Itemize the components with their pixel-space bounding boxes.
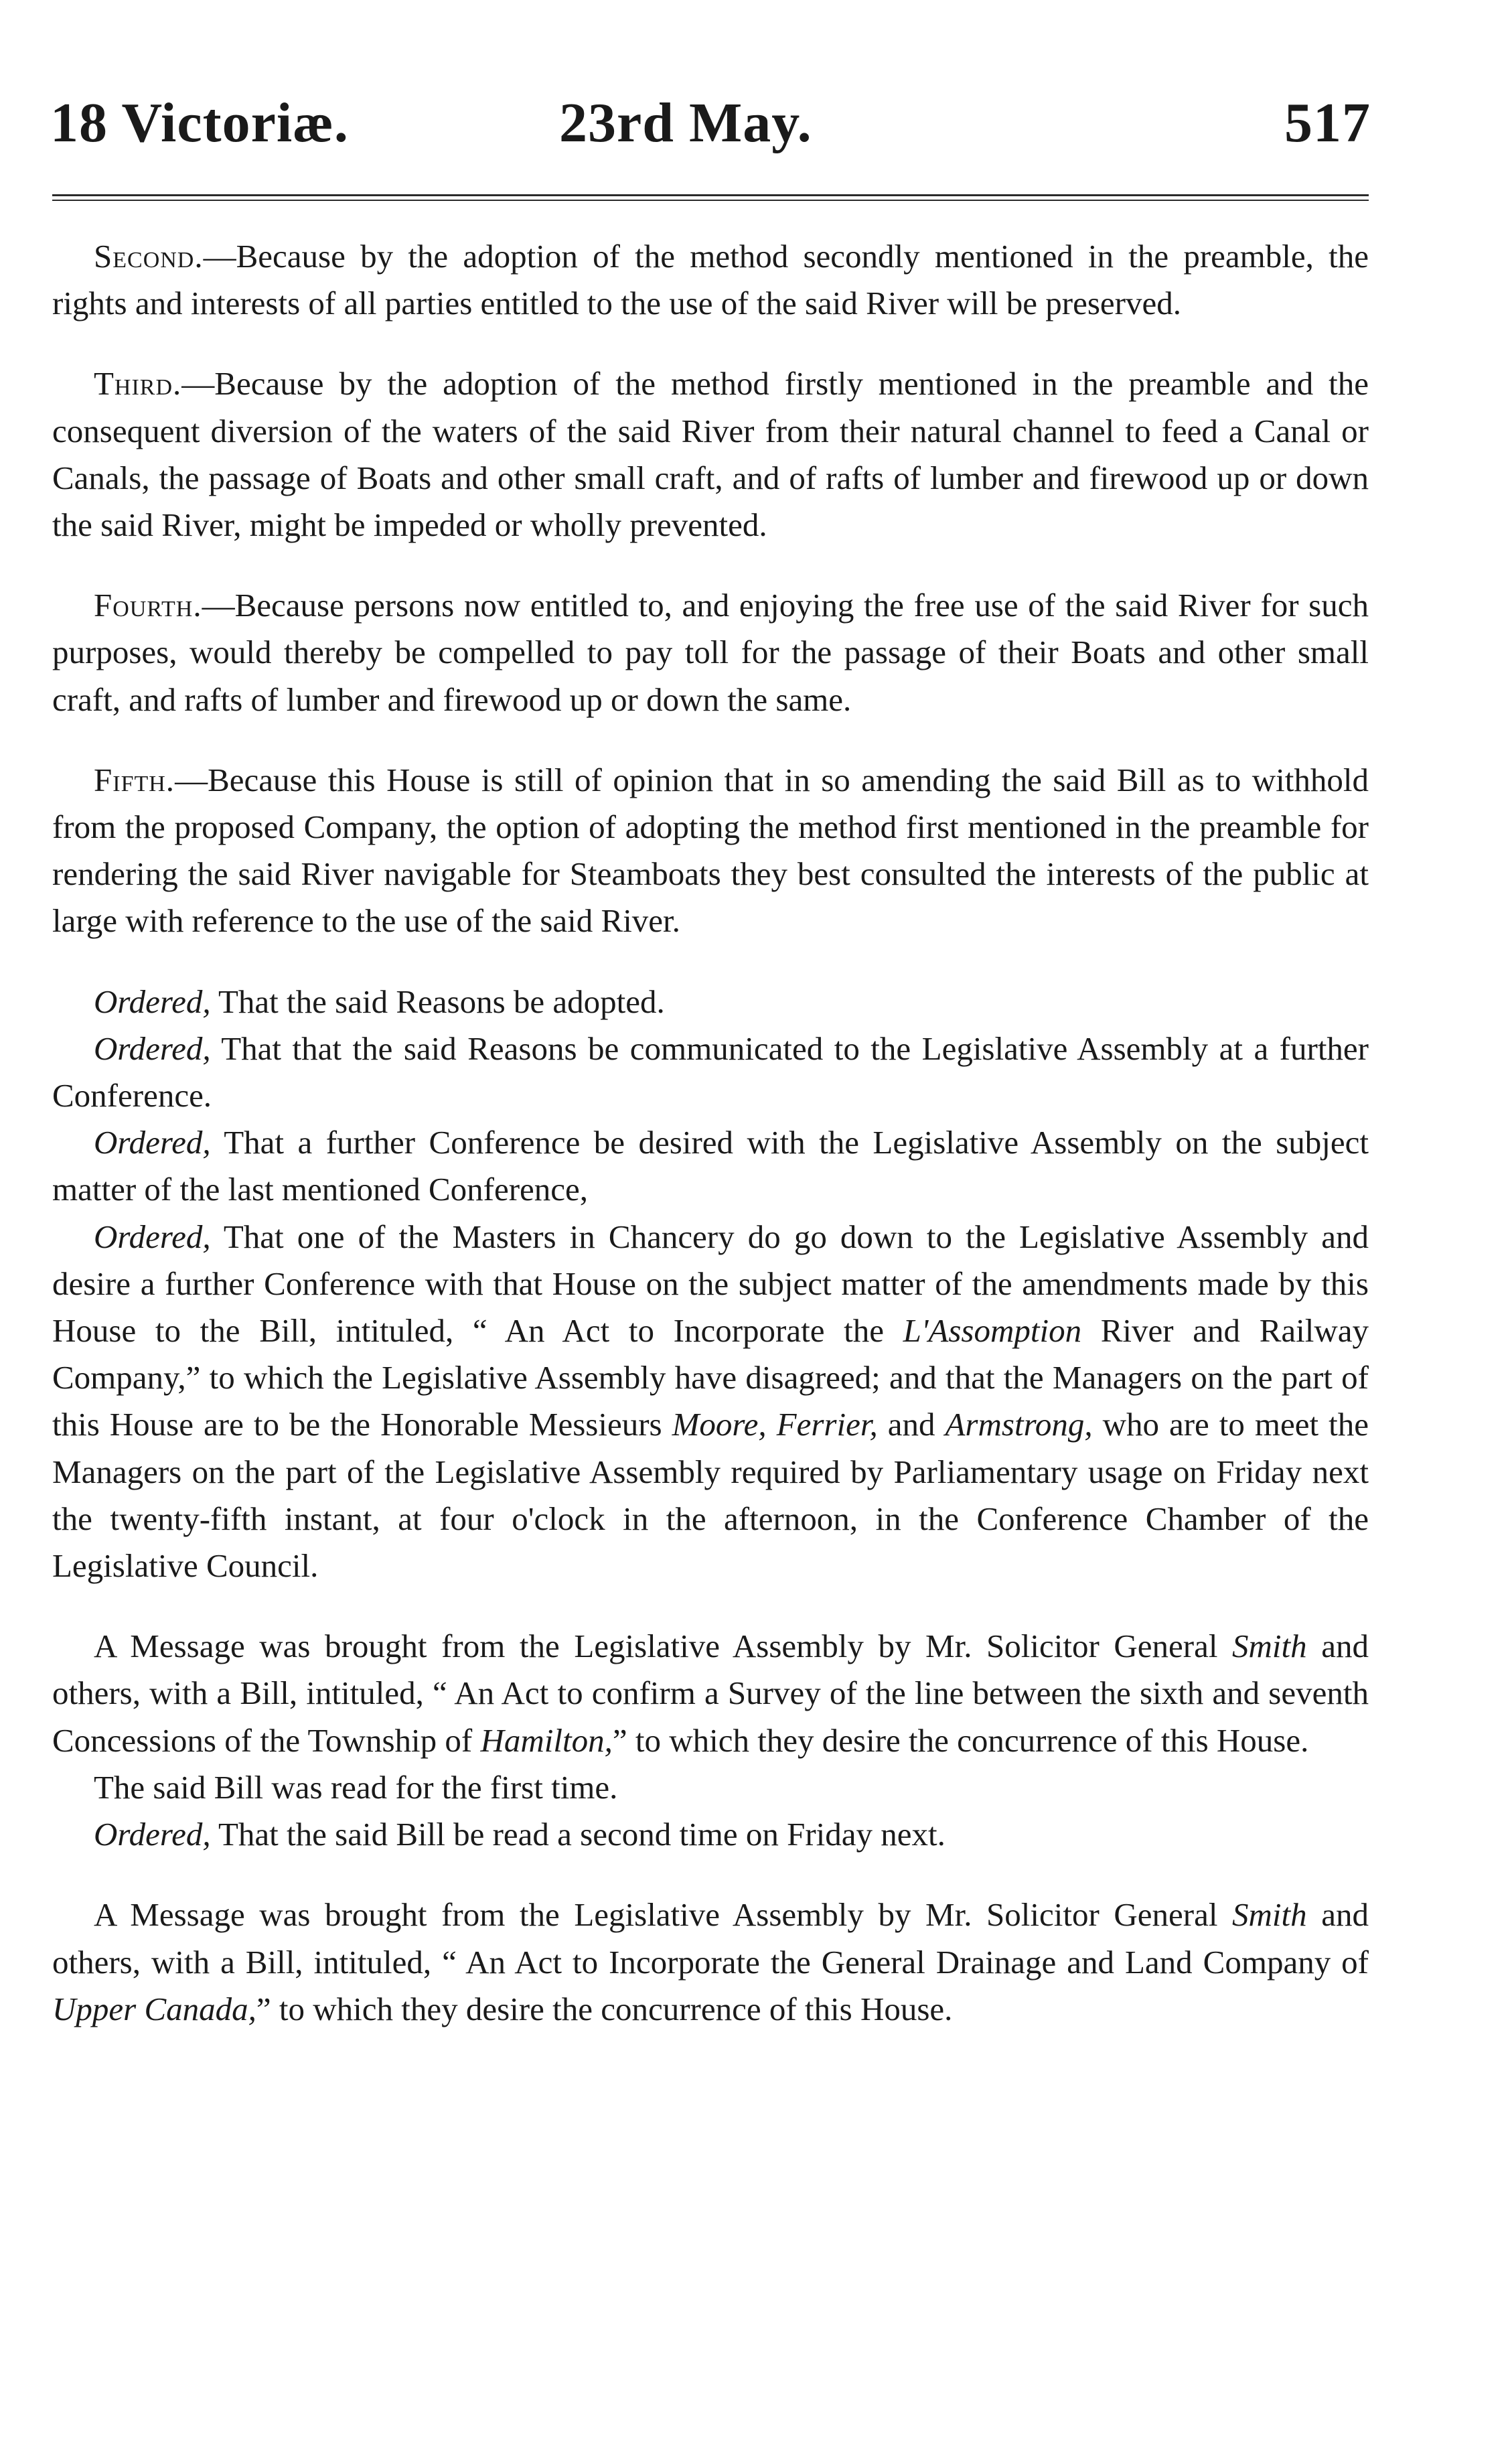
ordered-label: Ordered, bbox=[94, 1816, 211, 1853]
header-rule-top bbox=[52, 194, 1369, 196]
message-drainage-bill bbox=[52, 1891, 1369, 2033]
order-second-reading bbox=[52, 1811, 1369, 1858]
paragraph-text: The said Bill was read for the first time. bbox=[94, 1768, 618, 1806]
paragraph-text: —Because by the adoption of the method secondly mentioned in the preamble, the rights and interests of all parties entitled to the use of the said River will be preserved. bbox=[52, 238, 1369, 322]
reason-fourth-paragraph bbox=[52, 582, 1369, 723]
italic-place-name: Upper Canada, bbox=[52, 1990, 256, 2027]
paragraph-text: —Because this House is still of opinion that in so amending the said Bill as to withhold from the proposed Company, the option of adopting the method first mentioned in the preamble for rendering the said River navigable for Steamboats they best consulted the interests of the public at large with reference to the use of the said River. bbox=[52, 761, 1369, 940]
page-number: 517 bbox=[1284, 92, 1371, 154]
paragraph-text: A Message was brought from the Legislative Assembly by Mr. Solicitor General bbox=[94, 1896, 1233, 1934]
order-further-conference bbox=[52, 1119, 1369, 1213]
paragraph-text: That a further Conference be desired with the Legislative Assembly on the subject matter of the last mentioned Conference, bbox=[52, 1124, 1369, 1208]
header-rule-bottom bbox=[52, 200, 1369, 201]
italic-company-name: L'Assomption bbox=[903, 1312, 1082, 1350]
italic-place-name: Hamilton, bbox=[480, 1721, 613, 1759]
paragraph-text: who are to meet the Managers on the part of the Legislative Assembly required by Parliamentary usage on Friday next the twenty-fifth instant, at four o'clock in the afternoon, in the Conference Chamber of the Legislative Council. bbox=[52, 1406, 1369, 1585]
paragraph-lead: Third. bbox=[94, 365, 182, 403]
paragraph-text: and others, with a Bill, intituled, “ An Act to Incorporate the General Drainage and Land Company of bbox=[52, 1896, 1369, 1981]
paragraph-text: ” to which they desire the concurrence of this House. bbox=[612, 1721, 1309, 1759]
paragraph-text: —Because by the adoption of the method firstly mentioned in the preamble and the consequent diversion of the waters of the said River from their natural channel to feed a Canal or Canals, the passage of Boats and other small craft, and of rafts of lumber and firewood up or down the said River, might be impeded or wholly prevented. bbox=[52, 365, 1369, 544]
paragraph-lead: Fourth. bbox=[94, 587, 202, 624]
paragraph-text: River and Railway Company,” to which the Legislative Assembly have disagreed; and that the Managers on the part of this House are to be the Honorable Messieurs bbox=[52, 1312, 1369, 1443]
paragraph-text: That the said Reasons be adopted. bbox=[210, 983, 665, 1020]
header-date: 23rd May. bbox=[559, 92, 812, 154]
italic-manager-name: Armstrong, bbox=[945, 1406, 1093, 1443]
order-adopt-reasons bbox=[52, 979, 1369, 1025]
page-header bbox=[50, 90, 1371, 164]
italic-manager-names: Moore, Ferrier, bbox=[672, 1406, 878, 1443]
paragraph-text: and others, with a Bill, intituled, “ An Act to confirm a Survey of the line between the sixth and seventh Concessions of the Township of bbox=[52, 1628, 1369, 1759]
ordered-label: Ordered, bbox=[94, 1124, 211, 1161]
italic-person-name: Smith bbox=[1232, 1896, 1307, 1934]
page-body bbox=[52, 233, 1369, 2033]
reason-second-paragraph bbox=[52, 233, 1369, 327]
order-masters-in-chancery bbox=[52, 1214, 1369, 1590]
message-survey-bill bbox=[52, 1623, 1369, 1764]
ordered-label: Ordered, bbox=[94, 1218, 211, 1255]
order-communicate-reasons bbox=[52, 1025, 1369, 1119]
first-reading-note bbox=[52, 1764, 1369, 1811]
paragraph-lead: Second. bbox=[94, 238, 204, 275]
header-regnal-year: 18 Victoriæ. bbox=[50, 92, 349, 154]
paragraph-text: and bbox=[877, 1406, 946, 1443]
paragraph-text: That that the said Reasons be communicated to the Legislative Assembly at a further Conference. bbox=[52, 1029, 1369, 1115]
paragraph-text: —Because persons now entitled to, and enjoying the free use of the said River for such purposes, would thereby be compelled to pay toll for the passage of their Boats and other small craft, and rafts of lumber and firewood up or down the same. bbox=[52, 587, 1369, 718]
italic-person-name: Smith bbox=[1232, 1628, 1307, 1665]
reason-fifth-paragraph bbox=[52, 757, 1369, 945]
paragraph-text: A Message was brought from the Legislative Assembly by Mr. Solicitor General bbox=[94, 1628, 1233, 1665]
paragraph-text: That the said Bill be read a second time on Friday next. bbox=[210, 1816, 946, 1853]
paragraph-text: That one of the Masters in Chancery do go down to the Legislative Assembly and desire a further Conference with that House on the subject matter of the amendments made by this House to the Bill, intituled, “ An Act to Incorporate the bbox=[52, 1218, 1369, 1350]
ordered-label: Ordered, bbox=[94, 1029, 211, 1067]
reason-third-paragraph bbox=[52, 360, 1369, 549]
paragraph-lead: Fifth. bbox=[94, 761, 175, 798]
ordered-label: Ordered, bbox=[94, 983, 211, 1020]
paragraph-text: ” to which they desire the concurrence of this House. bbox=[256, 1990, 953, 2027]
